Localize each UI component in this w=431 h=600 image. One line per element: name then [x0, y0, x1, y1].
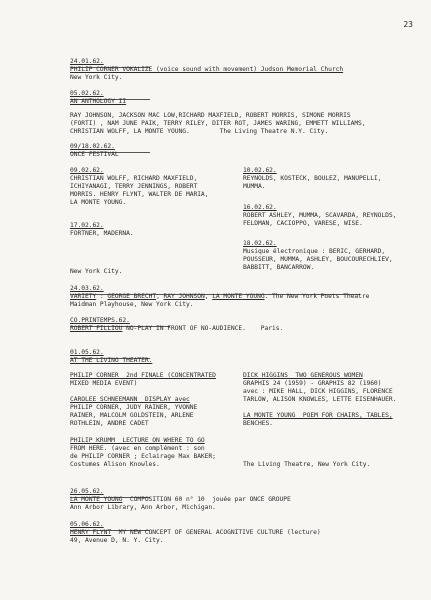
entry-line: Musique électronique : BERIC, GERHARD, — [243, 248, 386, 255]
entry-title — [70, 529, 321, 537]
entry-line: New York City. — [70, 74, 123, 81]
title-part: : — [96, 293, 108, 300]
title-part: VARIETY — [70, 293, 97, 300]
sub-date: 17.02.62. — [70, 222, 104, 229]
entry-line: MORRIS. HENRY FLYNT, WALTER DE MARIA, — [70, 191, 209, 198]
entry-line — [70, 396, 190, 404]
sub-date: 09.02.62. — [70, 167, 104, 174]
entry-line: Costumes Alison Knowles. — [70, 461, 160, 468]
entry-date: 24.01.62. — [70, 58, 104, 65]
entry-line: BENCHES. — [243, 420, 273, 427]
entry-title — [70, 66, 343, 74]
entry-line: New York City. — [70, 268, 123, 275]
entry-line: ICHIYANAGI, TERRY JENNINGS, ROBERT — [70, 183, 198, 190]
entry-line: ROBERT ASHLEY, MUMMA, SCAVARDA, REYNOLDS, — [243, 212, 397, 219]
title-part: HENRY FLYNT — [70, 529, 112, 536]
title-part: , — [204, 293, 213, 300]
left-line: PHILIP CORNER 2nd FINALE (CONCENTRATED — [70, 372, 216, 379]
entry-line: MIXED MEDIA EVENT) — [70, 380, 138, 387]
entry-line: CHRISTIAN WOLFF, RICHARD MAXFIELD, — [70, 175, 198, 182]
entry-title — [70, 325, 283, 333]
entry-line: GRAPHIS 24 (1959) - GRAPHIS 82 (1960) — [243, 380, 382, 387]
title-part: LA MONTE YOUNG — [212, 293, 265, 300]
entry-line: The Living Theatre, New York City. — [243, 461, 371, 468]
entry-line: (FORTI) , NAM JUNE PAIK, TERRY RILEY, DITER ROT, JAMES WARING, EMMETT WILLIAMS, — [70, 120, 366, 127]
entry-line: PHILIP CORNER, JUDY RAINER, YVONNE — [70, 404, 198, 411]
entry-date: 05.02.62. — [70, 90, 104, 97]
title-part: , — [156, 293, 164, 300]
sub-date: 18.02.62. — [243, 240, 277, 247]
sub-date: 10.02.62. — [243, 167, 277, 174]
title-part: COMPOSITION 60 n° 10 jouée par ONCE GROUPE — [122, 496, 291, 503]
sub-date: 16.02.62. — [243, 204, 277, 211]
entry-line: MUMMA. — [243, 183, 266, 190]
entry-line: Maidman Playhouse, New York City. — [70, 301, 194, 308]
title-part: LA MONTE YOUNG — [70, 496, 123, 503]
entry-date: 01.05.62. — [70, 349, 104, 356]
title-part: GEORGE BRECHT — [107, 293, 157, 300]
entry-date: 24.03.62. — [70, 285, 104, 292]
entry-date: 26.05.62. — [70, 488, 104, 495]
entry-line: REYNOLDS, KOSTECK, BOULEZ, MANUPELLI, — [243, 175, 382, 182]
entry-line: FROM HERE. (avec en complément : son — [70, 445, 205, 452]
entry-line: FORTNER, MADERNA. — [70, 230, 134, 237]
entry-date: 05.06.62. — [70, 521, 104, 528]
entry-line: POUSSEUR, MUMMA, ASHLEY, BOUCOURECHLIEV, — [243, 256, 393, 263]
title-part: RAY JOHNSON — [163, 293, 205, 300]
title-part: . The New York Poets Theatre — [264, 293, 370, 300]
entry-line: LA MONTE YOUNG. — [70, 199, 127, 206]
entry-title — [70, 293, 369, 301]
entry-line: TARLOW, ALISON KNOWLES, LETTE EISENHAUER. — [243, 396, 397, 403]
entry-line — [243, 372, 363, 380]
title-part: MY NEW CONCEPT OF GENERAL ACOGNITIVE CULTURE (lecture) — [111, 529, 321, 536]
right-line: LA MONTE YOUNG POEM FOR CHAIRS, TABLES, — [243, 412, 393, 419]
entry-title: ONCE FESTIVAL — [70, 151, 119, 158]
entry-line: 49, Avenue D, N. Y. City. — [70, 537, 164, 544]
entry-title-text: PHILIP CORNER VOKALIZE (voice sound with movement) Judson Memorial Church — [70, 66, 344, 73]
entry-line: BABBITT, BANCARROW. — [243, 264, 315, 271]
entry-line: RAY JOHNSON, JACKSON MAC LOW,RICHARD MAXFIELD, ROBERT MORRIS, SIMONE MORRIS — [70, 112, 351, 119]
entry-date: 09/18.02.62. — [70, 143, 115, 150]
entry-line: de PHILIP CORNER ; Eclairage Max BAKER; — [70, 453, 216, 460]
entry-line — [243, 412, 393, 420]
entry-title: AT THE LIVING THEATER. — [70, 357, 153, 364]
title-part: NO-PLAY IN FRONT OF NO-AUDIENCE. Paris. — [122, 325, 284, 332]
entry-line: RAINER, MALCOLM GOLDSTEIN, ARLENE — [70, 412, 194, 419]
page-number: 23 — [403, 20, 413, 29]
entry-line: ROTHLEIN, ANDRE CADET — [70, 420, 149, 427]
title-part: ROBERT FILLIOU — [70, 325, 123, 332]
entry-title: AN ANTHOLOGY II — [70, 98, 127, 105]
entry-line: Ann Arbor Library, Ann Arbor, Michigan. — [70, 504, 216, 511]
right-line: DICK HIGGINS TWO GENEROUS WOMEN — [243, 372, 363, 379]
entry-line — [70, 372, 216, 380]
entry-title — [70, 496, 291, 504]
entry-date: CO.PRINTEMPS.62. — [70, 317, 130, 324]
left-line: PHILIP KRUMM LECTURE ON WHERE TO GO — [70, 437, 205, 444]
entry-line — [70, 437, 205, 445]
entry-line: avec : MIKE HALL, DICK HIGGINS, FLORENCE — [243, 388, 393, 395]
entry-line: FELDMAN, CACIOPPO, VARESE, WISE. — [243, 220, 363, 227]
left-line: CAROLEE SCHNEEMANN DISPLAY avec — [70, 396, 190, 403]
entry-line: CHRISTIAN WOLFF, LA MONTE YOUNG. The Living Theatre N.Y. City. — [70, 128, 329, 135]
